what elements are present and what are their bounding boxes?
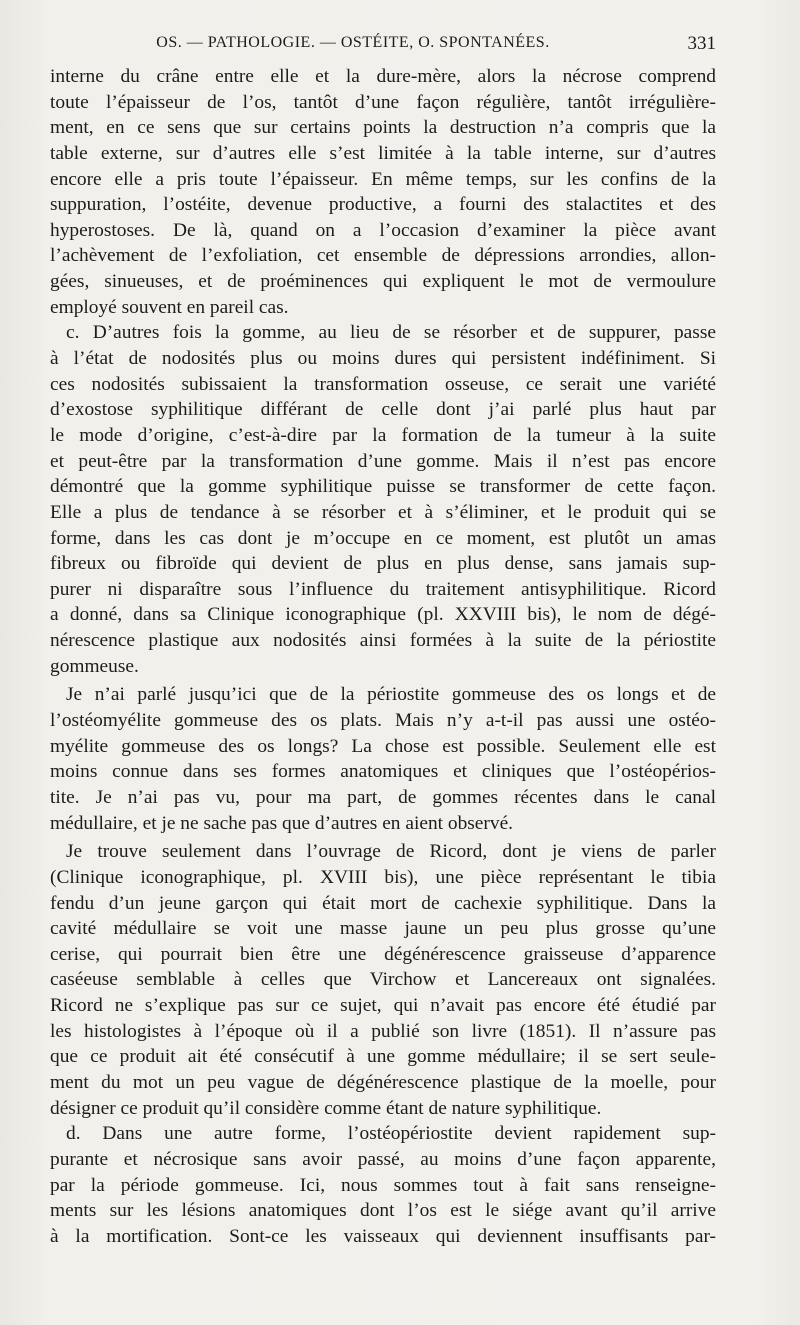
text-line: le mode d’origine, c’est-à-dire par la formation de la tumeur à la suite	[50, 424, 716, 446]
text-line: Elle a plus de tendance à se résorber et à s’éliminer, et le produit qui se	[50, 501, 716, 523]
text-line: ces nodosités subissaient la transformation osseuse, ce serait une variété	[50, 373, 716, 395]
running-header	[50, 34, 716, 62]
text-line: Ricord ne s’explique pas sur ce sujet, qui n’avait pas encore été étudié par	[50, 995, 716, 1017]
text-line: démontré que la gomme syphilitique puisse se transformer de cette façon.	[50, 476, 716, 498]
paragraph	[50, 1121, 716, 1249]
text-line: ment du mot un peu vague de dégénérescence plastique de la moelle, pour	[50, 1071, 716, 1093]
text-line: l’ostéomyélite gommeuse des os plats. Mais n’y a-t-il pas aussi une ostéo-	[50, 710, 716, 732]
text-line: (Clinique iconographique, pl. XVIII bis), une pièce représentant le tibia	[50, 866, 716, 888]
text-line: d. Dans une autre forme, l’ostéopériostite devient rapidement sup-	[66, 1123, 716, 1145]
text-line: c. D’autres fois la gomme, au lieu de se résorber et de suppurer, passe	[66, 322, 716, 344]
page-number: 331	[687, 33, 716, 54]
text-line: employé souvent en pareil cas.	[50, 296, 289, 318]
text-line: d’exostose syphilitique différant de celle dont j’ai parlé plus haut par	[50, 399, 716, 421]
text-line: hyperostoses. De là, quand on a l’occasion d’examiner la pièce avant	[50, 219, 716, 241]
text-line: par la période gommeuse. Ici, nous sommes tout à fait sans renseigne-	[50, 1174, 716, 1196]
text-line: fibreux ou fibroïde qui devient de plus en plus dense, sans jamais sup-	[50, 553, 716, 575]
text-line: ments sur les lésions anatomiques dont l’os est le siége avant qu’il arrive	[50, 1200, 716, 1222]
text-line: forme, dans les cas dont je m’occupe en ce moment, est plutôt un amas	[50, 527, 716, 549]
text-line: à l’état de nodosités plus ou moins dures qui persistent indéfiniment. Si	[50, 348, 716, 370]
text-line: à la mortification. Sont-ce les vaisseaux qui deviennent insuffisants par-	[50, 1225, 716, 1247]
text-line: moins connue dans ses formes anatomiques et cliniques que l’ostéopérios-	[50, 761, 716, 783]
text-body	[50, 64, 716, 1249]
text-line: l’achèvement de l’exfoliation, cet ensemble de dépressions arrondies, allon-	[50, 245, 716, 267]
text-line: désigner ce produit qu’il considère comme étant de nature syphilitique.	[50, 1097, 602, 1119]
text-line: a donné, dans sa Clinique iconographique (pl. XXVIII bis), le nom de dégé-	[50, 604, 716, 626]
text-line: table externe, sur d’autres elle s’est limitée à la table interne, sur d’autres	[50, 142, 716, 164]
text-line: tite. Je n’ai pas vu, pour ma part, de gommes récentes dans le canal	[50, 786, 716, 808]
text-line: cavité médullaire se voit une masse jaune un peu plus grosse qu’une	[50, 918, 716, 940]
text-line: interne du crâne entre elle et la dure-mère, alors la nécrose comprend	[50, 66, 716, 87]
header-title: OS. — PATHOLOGIE. — OSTÉITE, O. SPONTANÉES.	[156, 34, 550, 51]
text-line: fendu d’un jeune garçon qui était mort de cachexie syphilitique. Dans la	[50, 892, 716, 914]
paragraph	[50, 320, 716, 679]
text-line: ment, en ce sens que sur certains points la destruction n’a compris que la	[50, 117, 716, 139]
text-line: les histologistes à l’époque où il a publié son livre (1851). Il n’assure pas	[50, 1020, 716, 1042]
text-line: et peut-être par la transformation d’une gomme. Mais il n’est pas encore	[50, 450, 716, 472]
text-line: purer ni disparaître sous l’influence du traitement antisyphilitique. Ricord	[50, 578, 716, 600]
text-line: caséeuse semblable à celles que Virchow et Lancereaux ont signalées.	[50, 969, 716, 991]
text-line: cerise, qui pourrait bien être une dégénérescence graisseuse d’apparence	[50, 943, 716, 965]
text-line: encore elle a pris toute l’épaisseur. En même temps, sur les confins de la	[50, 168, 716, 190]
paragraph	[50, 839, 716, 1121]
text-line: purante et nécrosique sans avoir passé, au moins d’une façon apparente,	[50, 1148, 716, 1170]
text-line: nérescence plastique aux nodosités ainsi formées à la suite de la périostite	[50, 630, 716, 652]
paragraph	[50, 64, 716, 320]
text-line: que ce produit ait été consécutif à une gomme médullaire; il se sert seule-	[50, 1046, 716, 1068]
text-line: gommeuse.	[50, 655, 139, 677]
text-line: médullaire, et je ne sache pas que d’autres en aient observé.	[50, 812, 514, 834]
text-line: suppuration, l’ostéite, devenue productive, a fourni des stalactites et des	[50, 194, 716, 216]
text-line: Je n’ai parlé jusqu’ici que de la périostite gommeuse des os longs et de	[66, 684, 716, 706]
text-line: myélite gommeuse des os longs? La chose est possible. Seulement elle est	[50, 735, 716, 757]
text-line: toute l’épaisseur de l’os, tantôt d’une façon régulière, tantôt irrégulière-	[50, 91, 716, 113]
text-line: Je trouve seulement dans l’ouvrage de Ricord, dont je viens de parler	[66, 841, 716, 863]
text-line: gées, sinueuses, et de proéminences qui expliquent le mot de vermoulure	[50, 271, 716, 293]
paragraph	[50, 682, 716, 836]
